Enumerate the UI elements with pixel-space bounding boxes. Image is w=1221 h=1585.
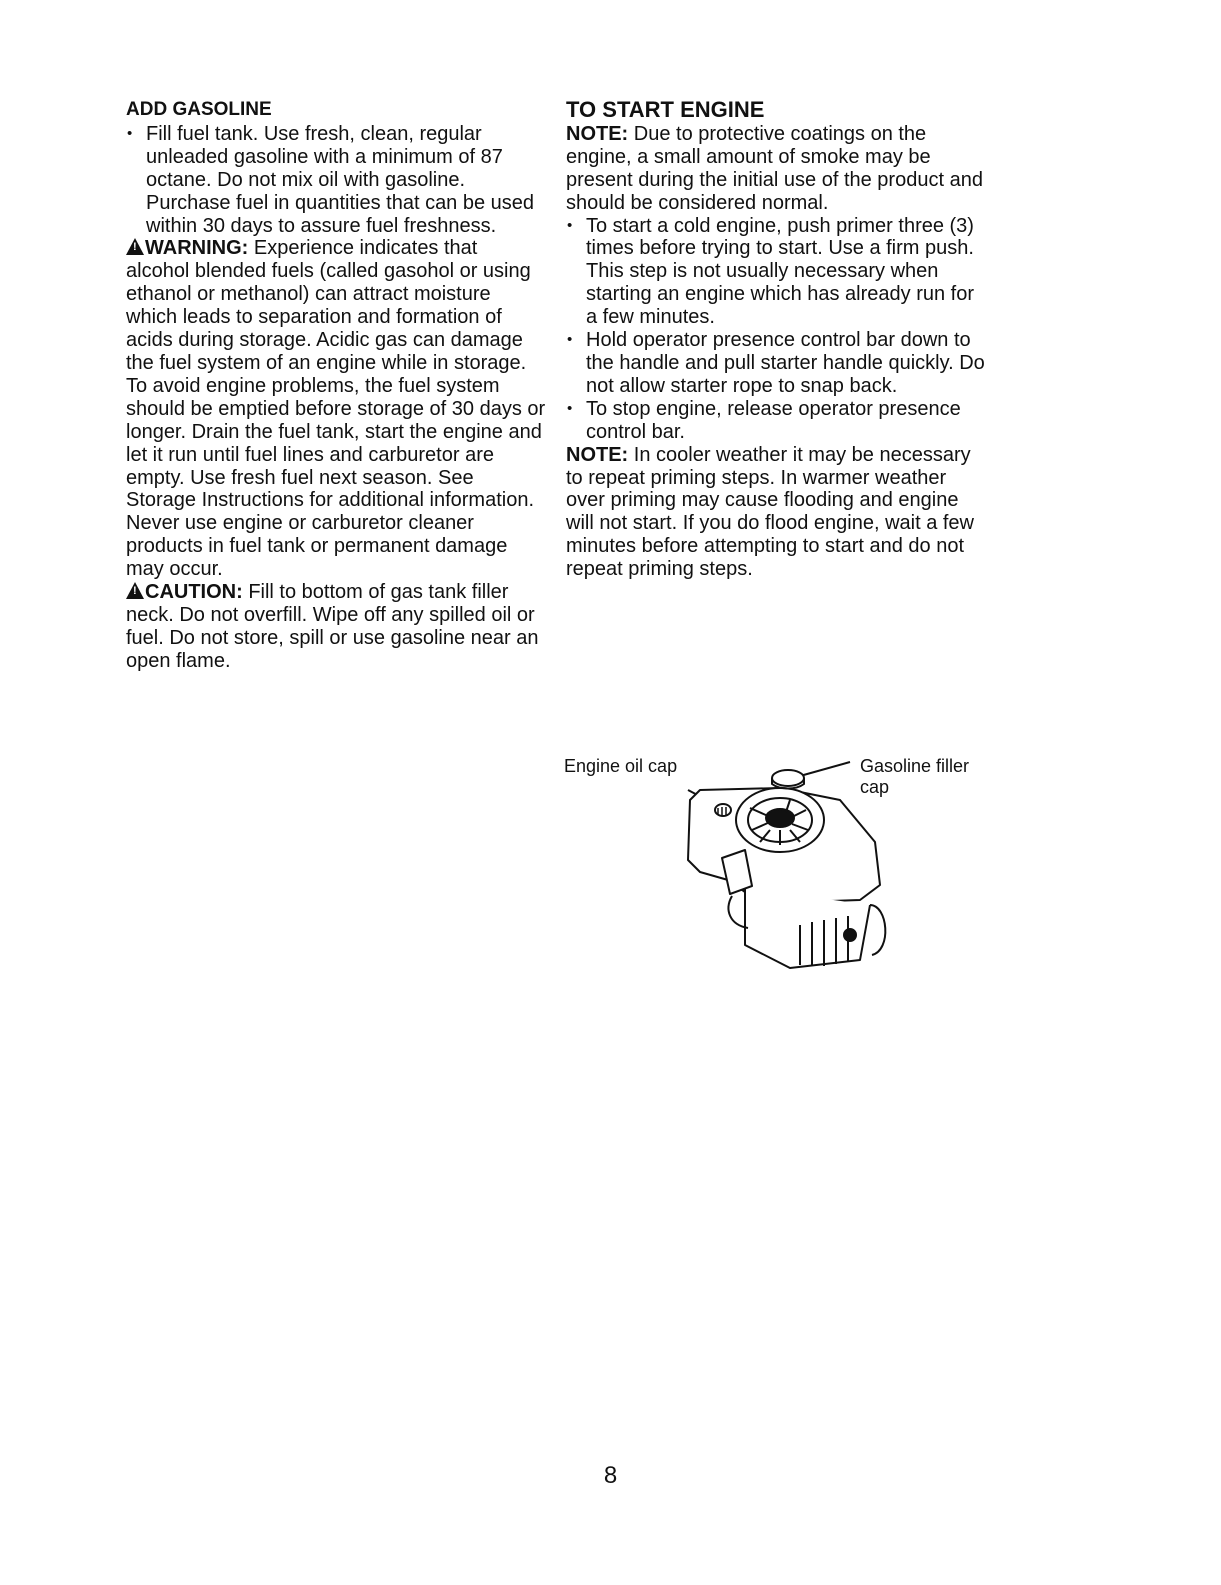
caution-triangle-icon <box>126 582 144 599</box>
flywheel-hub <box>766 809 794 827</box>
spark-plug <box>844 929 856 941</box>
step-stop-engine: • To stop engine, release operator presence control bar. <box>566 398 986 444</box>
caution-paragraph <box>126 581 546 673</box>
step-cold-start: • To start a cold engine, push primer three (3) times before trying to start. Use a firm push. This step is not usually necessary when starting an engine which has already run for a few minutes. <box>566 215 986 330</box>
note-coatings-text: Due to protective coatings on the engine, a small amount of smoke may be present during the initial use of the product and should be considered normal. <box>566 122 983 214</box>
warning-text: Experience indicates that alcohol blended fuels (called gasohol or using ethanol or methanol) can attract moisture which leads to separation and formation of acids during storage. Acidic gas can damage the fuel system of an engine while in storage. To avoid engine problems, the fuel system should be emptied before storage of 30 days or longer. Drain the fuel tank, start the engine and let it run until fuel lines and carburetor are empty. Use fresh fuel next season. See Storage Instructions for additional information. Never use engine or carburetor cleaner products in fuel tank or permanent damage may occur. <box>126 237 546 581</box>
fill-fuel-tank-item: • Fill fuel tank. Use fresh, clean, regular unleaded gasoline with a minimum of 87 octane. Do not mix oil with gasoline. Purchase fuel in quantities that can be used within 30 days to assure fuel freshness. <box>126 123 546 238</box>
warning-label: WARNING: <box>145 237 249 260</box>
caution-label: CAUTION: <box>145 581 243 604</box>
gasoline-filler-cap <box>772 770 804 786</box>
caution-text: Fill to bottom of gas tank filler neck. Do not overfill. Wipe off any spilled oil or fuel. Do not store, spill or use gasoline near an open flame. <box>126 581 539 672</box>
warning-paragraph <box>126 237 546 581</box>
engine-oil-cap-label: Engine oil cap <box>564 756 678 776</box>
note-coatings-paragraph <box>566 123 986 215</box>
add-gasoline-list <box>126 123 546 238</box>
cylinder-curve <box>870 905 885 955</box>
note-label: NOTE: <box>566 443 629 466</box>
note-label: NOTE: <box>566 122 629 145</box>
gasoline-filler-cap-label: Gasoline filler cap <box>860 756 970 797</box>
start-steps-list <box>566 215 986 444</box>
warning-triangle-icon <box>126 238 144 255</box>
add-gasoline-heading: ADD GASOLINE <box>126 99 272 120</box>
step-pull-starter: • Hold operator presence control bar down to the handle and pull starter handle quickly. Do not allow starter rope to snap back. <box>566 329 986 398</box>
page-number: 8 <box>603 1462 618 1489</box>
add-gasoline-section <box>126 99 546 673</box>
gas-cap-leader-line <box>800 762 850 776</box>
to-start-engine-heading: TO START ENGINE <box>566 97 765 122</box>
engine-illustration <box>560 750 1000 990</box>
note-priming-paragraph <box>566 444 986 581</box>
note-priming-text: In cooler weather it may be necessary to repeat priming steps. In warmer weather over priming may cause flooding and engine will not start. If you do flood engine, wait a few minutes before attempting to start and do not repeat priming steps. <box>566 443 974 581</box>
to-start-engine-section <box>566 99 986 581</box>
